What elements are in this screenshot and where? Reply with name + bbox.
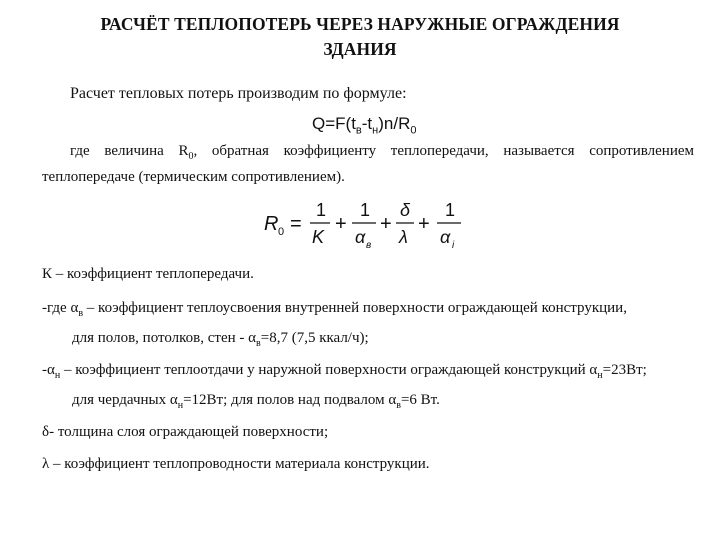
item-subscript: н xyxy=(54,370,61,381)
resistance-equation xyxy=(262,192,472,254)
eq-den-2-sub: в xyxy=(366,240,372,251)
eq-den-2: α xyxy=(355,227,366,247)
definition-text: , обратная коэффициенту теплопередачи, называется сопротивлением теплопередаче (термическим сопротивлением). xyxy=(42,143,694,185)
item-alpha-v xyxy=(42,300,627,319)
eq-den-1: K xyxy=(312,227,325,247)
resistance-definition xyxy=(42,141,694,188)
eq-num-3: δ xyxy=(400,200,411,220)
item-alpha-v-values xyxy=(72,330,369,349)
item-subscript: н xyxy=(597,370,603,381)
item-subscript: н xyxy=(177,400,184,411)
item-subscript: в xyxy=(396,400,401,411)
heat-loss-formula xyxy=(312,114,416,136)
eq-num-1: 1 xyxy=(316,200,327,220)
formula-part: -t xyxy=(361,114,373,133)
eq-equals: = xyxy=(290,213,302,235)
item-text: λ – коэффициент теплопроводности материала конструкции. xyxy=(42,456,430,472)
item-text: К – коэффициент теплопередачи. xyxy=(42,266,254,282)
eq-lhs: R xyxy=(264,213,279,235)
intro-text: Расчет тепловых потерь производим по формуле: xyxy=(70,85,407,102)
item-text: δ- толщина слоя ограждающей поверхности; xyxy=(42,424,329,440)
item-text: -α xyxy=(42,362,55,378)
eq-plus-2: + xyxy=(380,213,392,235)
item-text: =8,7 (7,5 ккал/ч); xyxy=(260,330,369,346)
eq-plus-1: + xyxy=(335,213,347,235)
title-line-1: РАСЧЁТ ТЕПЛОПОТЕРЬ ЧЕРЕЗ НАРУЖНЫЕ ОГРАЖДЕНИЯ xyxy=(100,14,620,34)
item-subscript: в xyxy=(78,308,84,319)
item-alpha-n-values xyxy=(72,392,440,411)
definition-subscript: 0 xyxy=(188,151,194,162)
item-lambda xyxy=(42,456,430,473)
eq-plus-3: + xyxy=(418,213,430,235)
eq-lhs-sub: 0 xyxy=(278,226,285,238)
item-text: =23Вт; xyxy=(602,362,647,378)
eq-den-4-sub: i xyxy=(452,240,455,251)
formula-subscript: 0 xyxy=(410,124,417,137)
item-text: -где α xyxy=(42,300,79,316)
formula-subscript: н xyxy=(372,124,379,137)
item-alpha-n xyxy=(42,362,647,381)
item-delta xyxy=(42,424,328,441)
title-line-2: ЗДАНИЯ xyxy=(323,39,397,59)
item-text: =6 Вт. xyxy=(400,392,440,408)
item-subscript: в xyxy=(256,338,261,349)
eq-den-4: α xyxy=(440,227,451,247)
eq-num-2: 1 xyxy=(360,200,371,220)
formula-part: Q=F(t xyxy=(312,114,356,133)
eq-num-4: 1 xyxy=(445,200,456,220)
eq-den-3: λ xyxy=(399,227,408,247)
item-text: – коэффициент теплоусвоения внутренней поверхности ограждающей конструкции, xyxy=(83,300,627,316)
item-text: для полов, потолков, стен - α xyxy=(72,330,256,346)
definition-text: где величина R xyxy=(70,143,189,159)
item-k xyxy=(42,266,254,283)
item-text: =12Вт; для полов над подвалом α xyxy=(183,392,397,408)
item-text: для чердачных α xyxy=(72,392,178,408)
formula-part: )n/R xyxy=(378,114,411,133)
formula-subscript: в xyxy=(355,124,362,137)
item-text: – коэффициент теплоотдачи у наружной поверхности ограждающей конструкций α xyxy=(60,362,598,378)
page-title xyxy=(40,12,680,62)
